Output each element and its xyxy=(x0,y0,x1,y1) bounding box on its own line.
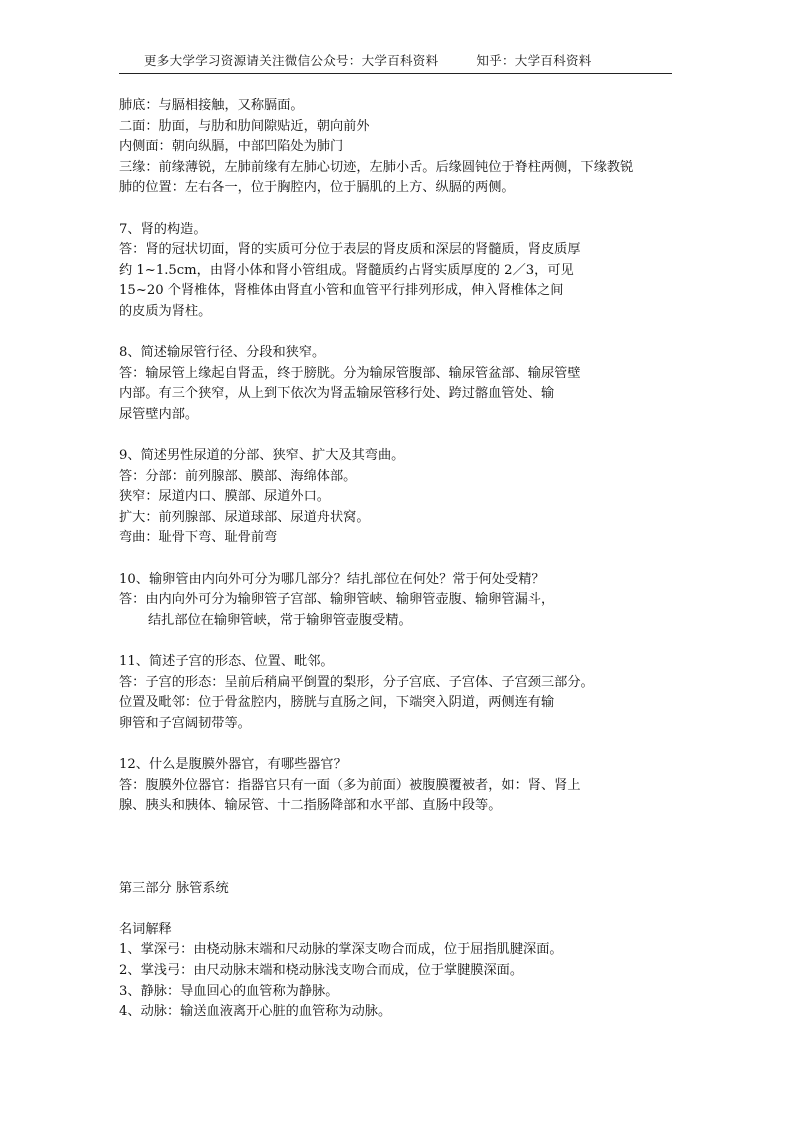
text-line: 7、肾的构造。 xyxy=(119,221,207,237)
blank-line xyxy=(119,631,679,652)
text-line: 狭窄：尿道内口、膜部、尿道外口。 xyxy=(119,489,330,505)
text-line: 肺底：与膈相接触，又称膈面。 xyxy=(119,98,304,113)
header-right-text: 知乎：大学百科资料 xyxy=(476,53,592,68)
text-line: 答：肾的冠状切面，肾的实质可分位于表层的肾皮质和深层的肾髓质，肾皮质厚 xyxy=(119,242,581,258)
text-line: 的皮质为肾柱。 xyxy=(119,303,212,319)
text-line: 约 1~1.5cm，由肾小体和肾小管组成。肾髓质约占肾实质厚度的 2／3，可见 xyxy=(119,262,574,278)
blank-line xyxy=(119,549,679,570)
text-line: 3、静脉：导血回心的血管称为静脉。 xyxy=(119,983,339,999)
text-line: 三缘：前缘薄锐，左肺前缘有左肺心切迹，左肺小舌。后缘圆钝位于脊柱两侧，下缘教锐 xyxy=(119,159,634,175)
page-header xyxy=(144,51,592,69)
text-line: 第三部分 脉管系统 xyxy=(119,880,229,896)
text-line: 尿管壁内部。 xyxy=(119,406,199,422)
text-line: 11、简述子宫的形态、位置、毗邻。 xyxy=(119,654,334,670)
text-line: 1、掌深弓：由桡动脉末端和尺动脉的掌深支吻合而成，位于屈指肌腱深面。 xyxy=(119,942,563,958)
text-line: 内部。有三个狭窄，从上到下依次为肾盂输尿管移行处、跨过髂血管处、输 xyxy=(119,386,555,402)
blank-line xyxy=(119,858,679,879)
text-line: 扩大：前列腺部、尿道球部、尿道舟状窝。 xyxy=(119,509,370,525)
text-line: 腺、胰头和胰体、输尿管、十二指肠降部和水平部、直肠中段等。 xyxy=(119,798,502,814)
text-line: 15~20 个肾椎体，肾椎体由肾直小管和血管平行排列形成，伸入肾椎体之间 xyxy=(119,283,564,299)
text-line: 答：由内向外可分为输卵管子宫部、输卵管峡、输卵管壶腹、输卵管漏斗， xyxy=(119,592,555,608)
text-line: 10、输卵管由内向外可分为哪几部分？结扎部位在何处？常于何处受精？ xyxy=(119,571,545,587)
text-line: 肺的位置：左右各一，位于胸腔内，位于膈肌的上方、纵膈的两侧。 xyxy=(119,180,515,196)
blank-line xyxy=(119,199,679,220)
text-line: 4、动脉：输送血液离开心脏的血管称为动脉。 xyxy=(119,1004,392,1020)
text-line: 名词解释 xyxy=(119,921,172,937)
text-line: 12、什么是腹膜外器官，有哪些器官？ xyxy=(119,757,347,772)
text-line: 8、简述输尿管行径、分段和狭窄。 xyxy=(119,345,326,361)
blank-line xyxy=(119,837,679,858)
blank-line xyxy=(119,426,679,447)
text-line: 2、掌浅弓：由尺动脉末端和桡动脉浅支吻合而成，位于掌腱膜深面。 xyxy=(119,962,524,978)
blank-line xyxy=(119,734,679,755)
blank-line xyxy=(119,817,679,838)
text-line: 弯曲：耻骨下弯、耻骨前弯 xyxy=(119,530,278,546)
text-line: 9、简述男性尿道的分部、狭窄、扩大及其弯曲。 xyxy=(119,448,405,464)
blank-line xyxy=(119,323,679,344)
header-rule xyxy=(119,73,672,74)
text-line: 答：分部：前列腺部、膜部、海绵体部。 xyxy=(119,468,357,484)
text-line: 内侧面：朝向纵膈，中部凹陷处为肺门 xyxy=(119,139,344,155)
text-line: 答：腹膜外位器官：指器官只有一面（多为前面）被腹膜覆被者，如：肾、肾上 xyxy=(119,777,581,793)
text-line: 位置及毗邻：位于骨盆腔内，膀胱与直肠之间，下端突入阴道，两侧连有输 xyxy=(119,695,555,711)
document-body xyxy=(119,96,679,1023)
text-line: 结扎部位在输卵管峡，常于输卵管壶腹受精。 xyxy=(148,612,412,628)
header-left-text: 更多大学学习资源请关注微信公众号：大学百科资料 xyxy=(144,53,439,68)
text-line: 卵管和子宫阔韧带等。 xyxy=(119,715,251,731)
text-line: 二面：肋面，与肋和肋间隙贴近，朝向前外 xyxy=(119,118,370,134)
text-line: 答：子宫的形态：呈前后稍扁平倒置的梨形，分子宫底、子宫体、子宫颈三部分。 xyxy=(119,674,594,690)
text-line: 答：输尿管上缘起自肾盂，终于膀胱。分为输尿管腹部、输尿管盆部、输尿管壁 xyxy=(119,365,581,381)
blank-line xyxy=(119,899,679,920)
